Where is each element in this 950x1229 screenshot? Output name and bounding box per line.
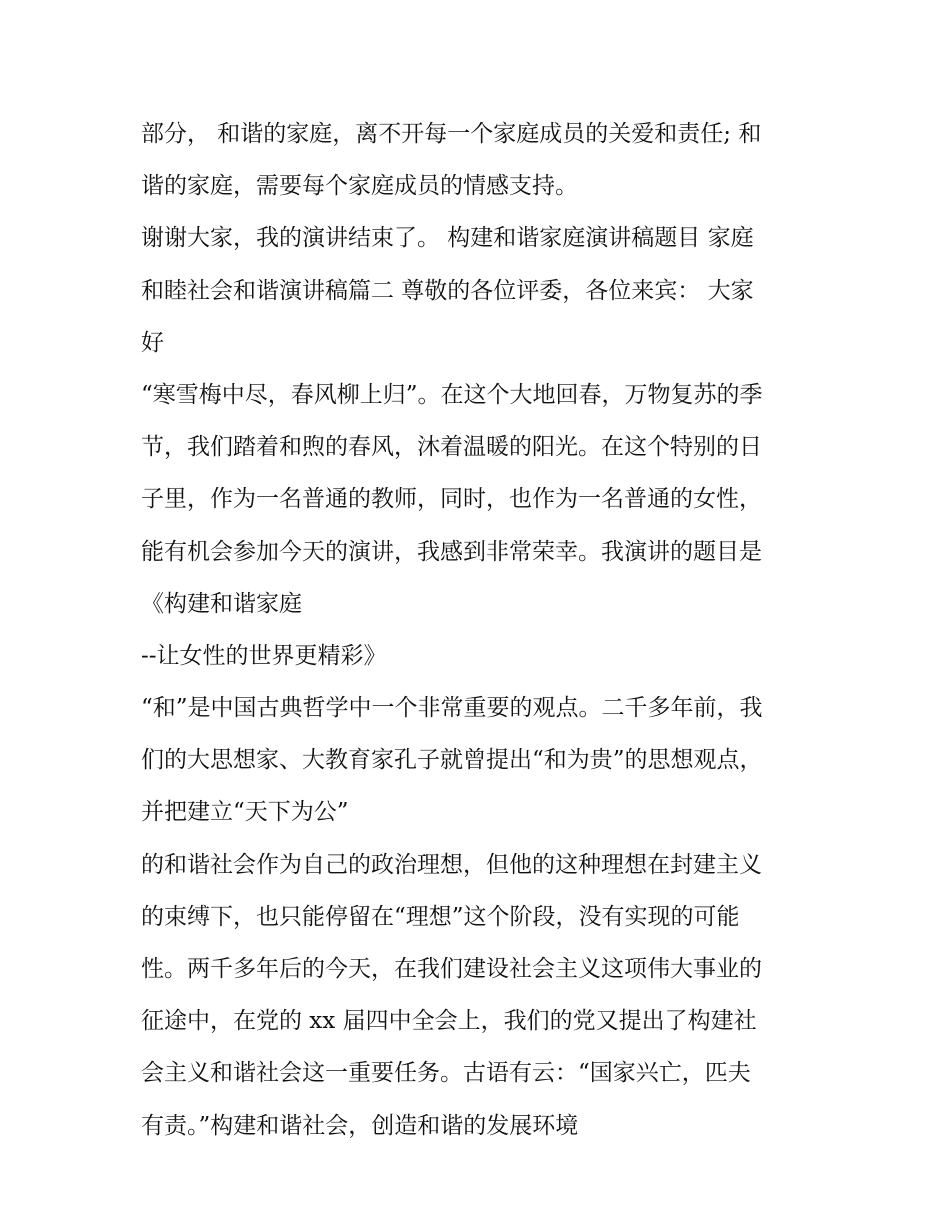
text-line: 们的大思想家、大教育家孔子就曾提出“和为贵”的思想观点， [141,747,763,774]
speech-body-text [141,108,821,1152]
text-line: “和”是中国古典哲学中一个非常重要的观点。二千多年前，我 [141,695,763,722]
text-line: 并把建立“天下为公” [141,799,349,826]
text-line: 会主义和谐社会这一重要任务。古语有云：“国家兴亡，匹夫 [141,1060,751,1087]
text-line: 部分， 和谐的家庭，离不开每一个家庭成员的关爱和责任; 和 [141,121,762,147]
text-line: 性。两千多年后的今天，在我们建设社会主义这项伟大事业的 [141,956,762,982]
text-line: 好 [141,329,164,356]
text-line: 谢谢大家，我的演讲结束了。 构建和谐家庭演讲稿题目 家庭 [141,225,754,252]
text-line: 的和谐社会作为自己的政治理想，但他的这种理想在封建主义 [141,851,762,878]
text-line: 征途中，在党的 xx 届四中全会上，我们的党又提出了构建社 [141,1008,757,1035]
text-line: 谐的家庭，需要每个家庭成员的情感支持。 [141,173,578,200]
text-line: 能有机会参加今天的演讲，我感到非常荣幸。我演讲的题目是 [141,538,762,565]
text-line: “寒雪梅中尽，春风柳上归”。在这个大地回春，万物复苏的季 [141,381,763,408]
text-line: 和睦社会和谐演讲稿篇二 尊敬的各位评委，各位来宾： 大家 [141,277,754,304]
text-line: 节，我们踏着和煦的春风，沐着温暖的阳光。在这个特别的日 [141,434,762,461]
text-line: 的束缚下，也只能停留在“理想”这个阶段，没有实现的可能 [141,903,740,930]
text-line: --让女性的世界更精彩》 [141,642,387,669]
text-line: 有责。”构建和谐社会，创造和谐的发展环境 [141,1112,579,1139]
text-line: 《构建和谐家庭 [141,590,302,617]
text-line: 子里，作为一名普通的教师，同时，也作为一名普通的女性， [141,486,762,513]
